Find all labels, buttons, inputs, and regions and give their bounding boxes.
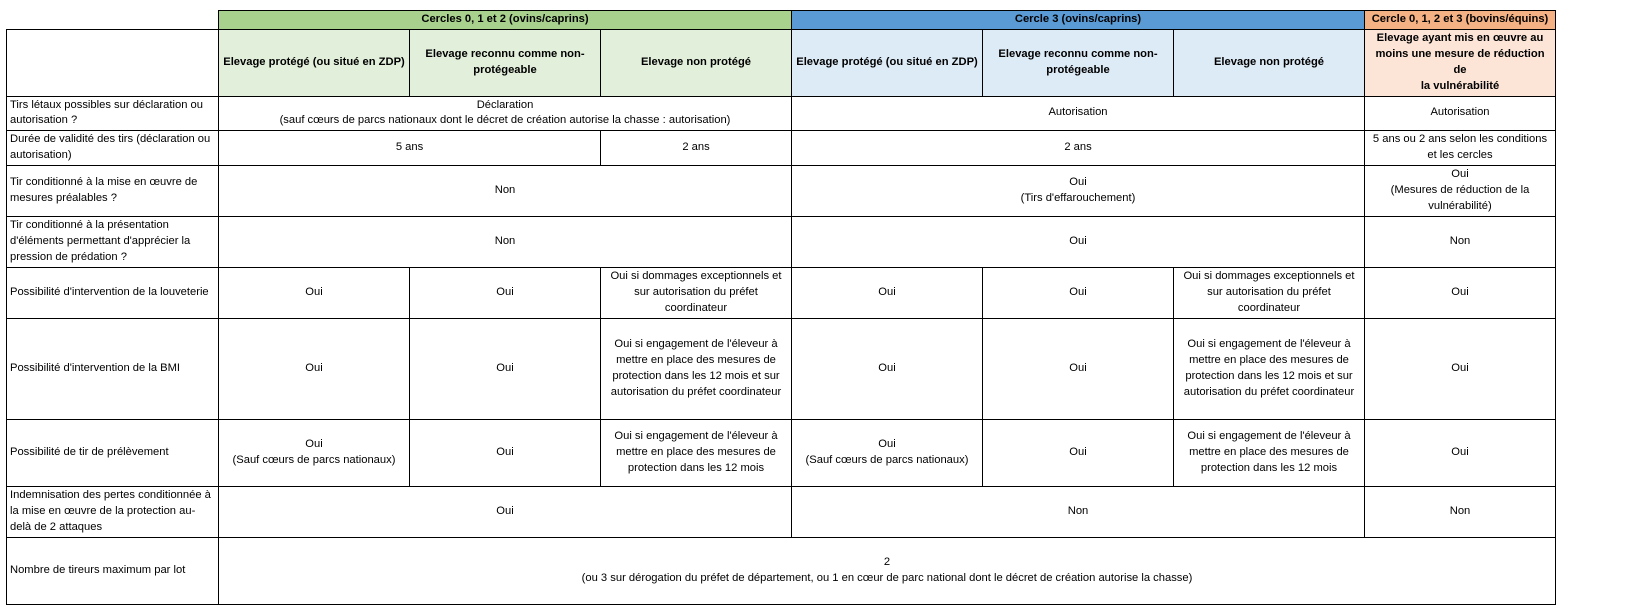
cell-green-non-protege: Oui si dommages exceptionnels et sur autorisation du préfet coordinateur bbox=[601, 268, 792, 319]
cell-blue-merged: Oui bbox=[792, 217, 1365, 268]
table-row bbox=[7, 268, 1556, 319]
cell-green-protege: Oui bbox=[219, 319, 410, 420]
table-row bbox=[7, 217, 1556, 268]
table-row bbox=[7, 319, 1556, 420]
row-label: Tirs létaux possibles sur déclaration ou autorisation ? bbox=[7, 96, 219, 131]
subheader-corner-cell bbox=[7, 29, 219, 96]
cell-green-merged: Non bbox=[219, 217, 792, 268]
cell-green-protege: Oui (Sauf cœurs de parcs nationaux) bbox=[219, 420, 410, 487]
row-label: Possibilité d'intervention de la louveterie bbox=[7, 268, 219, 319]
table-row bbox=[7, 96, 1556, 131]
cell-blue-protege: Oui bbox=[792, 319, 983, 420]
cell-orange: Oui (Mesures de réduction de la vulnérabilité) bbox=[1365, 166, 1556, 217]
subheader-blue-reconnu: Elevage reconnu comme non- protégeable bbox=[983, 29, 1174, 96]
cell-blue-reconnu: Oui bbox=[983, 319, 1174, 420]
subheader-blue-protege: Elevage protégé (ou situé en ZDP) bbox=[792, 29, 983, 96]
row-label: Durée de validité des tirs (déclaration ou autorisation) bbox=[7, 131, 219, 166]
cell-blue-non-protege: Oui si engagement de l'éleveur à mettre en place des mesures de protection dans les 12 mois bbox=[1174, 420, 1365, 487]
cell-blue-non-protege: Oui si engagement de l'éleveur à mettre en place des mesures de protection dans les 12 mois et sur autorisation du préfet coordinateur bbox=[1174, 319, 1365, 420]
subheader-green-reconnu: Elevage reconnu comme non- protégeable bbox=[410, 29, 601, 96]
group-header-cercles-0-1-2: Cercles 0, 1 et 2 (ovins/caprins) bbox=[219, 11, 792, 30]
cell-orange: Oui bbox=[1365, 420, 1556, 487]
cell-blue-reconnu: Oui bbox=[983, 268, 1174, 319]
table-row bbox=[7, 166, 1556, 217]
subheader-green-non-protege: Elevage non protégé bbox=[601, 29, 792, 96]
subheader-orange: Elevage ayant mis en œuvre au moins une mesure de réduction de la vulnérabilité bbox=[1365, 29, 1556, 96]
cell-green-protege: Oui bbox=[219, 268, 410, 319]
subheader-green-protege: Elevage protégé (ou situé en ZDP) bbox=[219, 29, 410, 96]
cell-blue-merged: 2 ans bbox=[792, 131, 1365, 166]
group-header-bovins: Cercle 0, 1, 2 et 3 (bovins/équins) bbox=[1365, 11, 1556, 30]
cell-orange: Non bbox=[1365, 217, 1556, 268]
cell-blue-non-protege: Oui si dommages exceptionnels et sur autorisation du préfet coordinateur bbox=[1174, 268, 1365, 319]
row-label: Possibilité de tir de prélèvement bbox=[7, 420, 219, 487]
cell-green-protege-reconnu: 5 ans bbox=[219, 131, 601, 166]
cell-green-non-protege: Oui si engagement de l'éleveur à mettre en place des mesures de protection dans les 12 mois bbox=[601, 420, 792, 487]
group-header-row bbox=[7, 11, 1556, 30]
row-label: Nombre de tireurs maximum par lot bbox=[7, 538, 219, 605]
cell-green-non-protege: Oui si engagement de l'éleveur à mettre en place des mesures de protection dans les 12 mois et sur autorisation du préfet coordinateur bbox=[601, 319, 792, 420]
table-row bbox=[7, 538, 1556, 605]
cell-orange: Oui bbox=[1365, 268, 1556, 319]
cell-all-merged: 2 (ou 3 sur dérogation du préfet de département, ou 1 en cœur de parc national dont le décret de création autorise la chasse) bbox=[219, 538, 1556, 605]
table-row bbox=[7, 131, 1556, 166]
cell-blue-merged: Oui (Tirs d'effarouchement) bbox=[792, 166, 1365, 217]
cell-blue-protege: Oui (Sauf cœurs de parcs nationaux) bbox=[792, 420, 983, 487]
cell-blue-merged: Non bbox=[792, 487, 1365, 538]
cell-green-reconnu: Oui bbox=[410, 420, 601, 487]
cell-blue-protege: Oui bbox=[792, 268, 983, 319]
cell-green-reconnu: Oui bbox=[410, 268, 601, 319]
comparison-table bbox=[6, 10, 1556, 605]
cell-green-merged: Oui bbox=[219, 487, 792, 538]
cell-orange: Oui bbox=[1365, 319, 1556, 420]
corner-cell bbox=[7, 11, 219, 30]
cell-blue-reconnu: Oui bbox=[983, 420, 1174, 487]
group-header-cercle-3: Cercle 3 (ovins/caprins) bbox=[792, 11, 1365, 30]
cell-blue-merged: Autorisation bbox=[792, 96, 1365, 131]
table-row bbox=[7, 487, 1556, 538]
cell-green-non-protege: 2 ans bbox=[601, 131, 792, 166]
subheader-row bbox=[7, 29, 1556, 96]
row-label: Indemnisation des pertes conditionnée à la mise en œuvre de la protection au- delà de 2 attaques bbox=[7, 487, 219, 538]
cell-green-merged: Non bbox=[219, 166, 792, 217]
row-label: Possibilité d'intervention de la BMI bbox=[7, 319, 219, 420]
row-label: Tir conditionné à la présentation d'éléments permettant d'apprécier la pression de prédation ? bbox=[7, 217, 219, 268]
subheader-blue-non-protege: Elevage non protégé bbox=[1174, 29, 1365, 96]
cell-green-reconnu: Oui bbox=[410, 319, 601, 420]
cell-orange: Non bbox=[1365, 487, 1556, 538]
cell-orange: Autorisation bbox=[1365, 96, 1556, 131]
cell-orange: 5 ans ou 2 ans selon les conditions et les cercles bbox=[1365, 131, 1556, 166]
row-label: Tir conditionné à la mise en œuvre de mesures préalables ? bbox=[7, 166, 219, 217]
cell-green-merged: Déclaration (sauf cœurs de parcs nationaux dont le décret de création autorise la chasse : autorisation) bbox=[219, 96, 792, 131]
table-row bbox=[7, 420, 1556, 487]
